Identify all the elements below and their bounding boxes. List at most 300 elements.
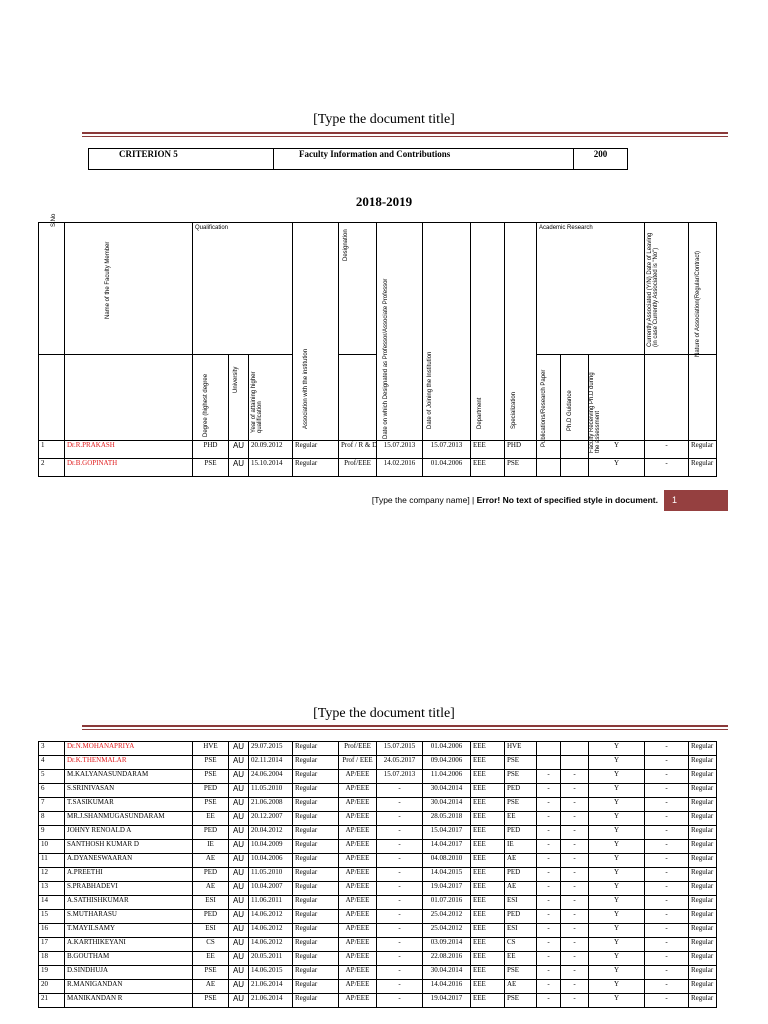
header-phd-receiving: Faculty Receiving Ph.D during the assessment — [589, 355, 645, 441]
cell-currently-associated: - — [645, 910, 689, 924]
cell-sno: 7 — [39, 798, 65, 812]
cell-department: EEE — [471, 910, 505, 924]
cell-designation: AP/EEE — [339, 994, 377, 1008]
cell-university: AU — [229, 742, 249, 756]
cell-degree: PED — [193, 784, 229, 798]
cell-nature: Regular — [689, 459, 717, 477]
cell-publications: - — [537, 938, 561, 952]
cell-department: EEE — [471, 980, 505, 994]
cell-date-designated: - — [377, 938, 423, 952]
table-row — [39, 459, 717, 477]
cell-designation: AP/EEE — [339, 896, 377, 910]
cell-degree: AE — [193, 882, 229, 896]
cell-publications: - — [537, 854, 561, 868]
cell-year: 10.04.2007 — [249, 882, 293, 896]
cell-year: 20.12.2007 — [249, 812, 293, 826]
table-row — [39, 868, 717, 882]
cell-date-joining: 28.05.2018 — [423, 812, 471, 826]
cell-designation: Prof / EEE — [339, 756, 377, 770]
cell-publications: - — [537, 952, 561, 966]
cell-specialization: PED — [505, 826, 537, 840]
cell-degree: PED — [193, 868, 229, 882]
cell-specialization: PSE — [505, 459, 537, 477]
cell-nature: Regular — [689, 441, 717, 459]
table-row — [39, 882, 717, 896]
cell-designation: AP/EEE — [339, 826, 377, 840]
header-currently-associated: Currently Associated (Y/N) Date of Leaving (in case Currently Associated is "No") — [645, 223, 689, 355]
cell-date-designated: - — [377, 840, 423, 854]
cell-specialization: AE — [505, 882, 537, 896]
cell-phd-receiving: Y — [589, 854, 645, 868]
cell-phd-guidance: - — [561, 798, 589, 812]
cell-nature: Regular — [689, 854, 717, 868]
cell-department: EEE — [471, 896, 505, 910]
header-degree: Degree (highest degree — [193, 355, 229, 441]
cell-nature: Regular — [689, 812, 717, 826]
cell-currently-associated: - — [645, 441, 689, 459]
cell-date-designated: - — [377, 910, 423, 924]
cell-publications: - — [537, 896, 561, 910]
cell-date-designated: - — [377, 980, 423, 994]
cell-currently-associated: - — [645, 980, 689, 994]
cell-nature: Regular — [689, 742, 717, 756]
cell-specialization: PSE — [505, 798, 537, 812]
cell-year: 15.10.2014 — [249, 459, 293, 477]
cell-department: EEE — [471, 854, 505, 868]
title-rule-thin-page2 — [82, 729, 728, 730]
cell-date-joining: 19.04.2017 — [423, 882, 471, 896]
cell-phd-receiving: Y — [589, 441, 645, 459]
cell-phd-guidance: - — [561, 994, 589, 1008]
cell-date-designated: 15.07.2013 — [377, 441, 423, 459]
cell-currently-associated: - — [645, 459, 689, 477]
cell-designation: AP/EEE — [339, 882, 377, 896]
cell-nature: Regular — [689, 910, 717, 924]
cell-date-designated: - — [377, 966, 423, 980]
cell-date-designated: - — [377, 784, 423, 798]
cell-university: AU — [229, 459, 249, 477]
cell-publications: - — [537, 770, 561, 784]
cell-currently-associated: - — [645, 966, 689, 980]
cell-phd-guidance: - — [561, 854, 589, 868]
cell-phd-receiving: Y — [589, 784, 645, 798]
cell-nature: Regular — [689, 798, 717, 812]
cell-date-designated: 24.05.2017 — [377, 756, 423, 770]
cell-year: 14.06.2015 — [249, 966, 293, 980]
cell-phd-receiving: Y — [589, 742, 645, 756]
cell-designation: AP/EEE — [339, 910, 377, 924]
cell-year: 21.06.2008 — [249, 798, 293, 812]
cell-name: Dr.B.GOPINATH — [65, 459, 193, 477]
cell-university: AU — [229, 966, 249, 980]
table-row — [39, 938, 717, 952]
cell-nature: Regular — [689, 868, 717, 882]
cell-association: Regular — [293, 910, 339, 924]
header-nature-association: Nature of Association(Regular/Contract) — [689, 223, 717, 355]
cell-currently-associated: - — [645, 868, 689, 882]
cell-date-joining: 25.04.2012 — [423, 910, 471, 924]
cell-date-designated: - — [377, 994, 423, 1008]
cell-association: Regular — [293, 924, 339, 938]
header-publications: Publications/Research Paper — [537, 355, 561, 441]
cell-name: T.MAYILSAMY — [65, 924, 193, 938]
cell-year: 20.09.2012 — [249, 441, 293, 459]
cell-year: 10.04.2006 — [249, 854, 293, 868]
header-university: University — [229, 355, 249, 441]
cell-university: AU — [229, 924, 249, 938]
cell-year: 02.11.2014 — [249, 756, 293, 770]
cell-degree: PSE — [193, 966, 229, 980]
table-row — [39, 784, 717, 798]
cell-specialization: PSE — [505, 994, 537, 1008]
cell-specialization: EE — [505, 812, 537, 826]
cell-university: AU — [229, 784, 249, 798]
cell-currently-associated: - — [645, 952, 689, 966]
cell-department: EEE — [471, 459, 505, 477]
cell-currently-associated: - — [645, 784, 689, 798]
header-phd-guidance: Ph.D Guidance — [561, 355, 589, 441]
cell-nature: Regular — [689, 882, 717, 896]
faculty-table-page1 — [38, 440, 717, 477]
cell-name: A.KARTHIKEYANI — [65, 938, 193, 952]
cell-date-joining: 19.04.2017 — [423, 994, 471, 1008]
cell-university: AU — [229, 840, 249, 854]
cell-name: A.PREETHI — [65, 868, 193, 882]
cell-degree: CS — [193, 938, 229, 952]
cell-degree: AE — [193, 854, 229, 868]
cell-phd-guidance: - — [561, 952, 589, 966]
cell-degree: ESI — [193, 896, 229, 910]
cell-phd-receiving: Y — [589, 966, 645, 980]
cell-year: 14.06.2012 — [249, 924, 293, 938]
table-row — [39, 770, 717, 784]
cell-university: AU — [229, 441, 249, 459]
cell-association: Regular — [293, 882, 339, 896]
cell-degree: PSE — [193, 756, 229, 770]
cell-publications: - — [537, 980, 561, 994]
cell-designation: AP/EEE — [339, 770, 377, 784]
cell-phd-guidance: - — [561, 840, 589, 854]
cell-department: EEE — [471, 952, 505, 966]
cell-currently-associated: - — [645, 840, 689, 854]
table-row — [39, 756, 717, 770]
cell-association: Regular — [293, 826, 339, 840]
cell-association: Regular — [293, 784, 339, 798]
cell-department: EEE — [471, 784, 505, 798]
cell-name: T.SASIKUMAR — [65, 798, 193, 812]
cell-association: Regular — [293, 840, 339, 854]
table-row — [39, 742, 717, 756]
table-row — [39, 966, 717, 980]
cell-association: Regular — [293, 812, 339, 826]
cell-designation: Prof/EEE — [339, 742, 377, 756]
cell-department: EEE — [471, 924, 505, 938]
cell-phd-guidance — [561, 742, 589, 756]
title-rule-page2 — [82, 725, 728, 727]
cell-sno: 13 — [39, 882, 65, 896]
cell-currently-associated: - — [645, 854, 689, 868]
faculty-table-page2 — [38, 741, 717, 1008]
cell-publications: - — [537, 784, 561, 798]
cell-association: Regular — [293, 854, 339, 868]
cell-specialization: PSE — [505, 756, 537, 770]
table-row — [39, 826, 717, 840]
cell-phd-receiving: Y — [589, 980, 645, 994]
cell-currently-associated: - — [645, 938, 689, 952]
cell-association: Regular — [293, 952, 339, 966]
cell-currently-associated: - — [645, 756, 689, 770]
cell-name: MANIKANDAN R — [65, 994, 193, 1008]
cell-university: AU — [229, 910, 249, 924]
cell-designation: AP/EEE — [339, 854, 377, 868]
document-title-page2: [Type the document title] — [313, 706, 455, 721]
cell-degree: PSE — [193, 770, 229, 784]
cell-nature: Regular — [689, 966, 717, 980]
table-row — [39, 840, 717, 854]
cell-nature: Regular — [689, 756, 717, 770]
criterion-score: 200 — [574, 149, 628, 170]
cell-department: EEE — [471, 966, 505, 980]
title-rule — [82, 132, 728, 134]
cell-publications — [537, 742, 561, 756]
cell-currently-associated: - — [645, 812, 689, 826]
cell-designation: AP/EEE — [339, 938, 377, 952]
cell-name: SANTHOSH KUMAR D — [65, 840, 193, 854]
cell-currently-associated: - — [645, 770, 689, 784]
cell-university: AU — [229, 994, 249, 1008]
cell-phd-guidance: - — [561, 868, 589, 882]
cell-name: D.SINDHUJA — [65, 966, 193, 980]
header-sno: S.No — [39, 223, 65, 355]
cell-phd-guidance: - — [561, 938, 589, 952]
cell-association: Regular — [293, 938, 339, 952]
cell-specialization: CS — [505, 938, 537, 952]
table-row — [39, 441, 717, 459]
cell-sno: 10 — [39, 840, 65, 854]
cell-association: Regular — [293, 441, 339, 459]
cell-specialization: AE — [505, 980, 537, 994]
cell-phd-receiving: Y — [589, 938, 645, 952]
cell-phd-receiving: Y — [589, 812, 645, 826]
cell-date-designated: - — [377, 798, 423, 812]
cell-sno: 21 — [39, 994, 65, 1008]
cell-association: Regular — [293, 966, 339, 980]
cell-year: 24.06.2004 — [249, 770, 293, 784]
cell-nature: Regular — [689, 952, 717, 966]
cell-department: EEE — [471, 868, 505, 882]
cell-date-designated: - — [377, 882, 423, 896]
cell-degree: PSE — [193, 798, 229, 812]
cell-degree: AE — [193, 980, 229, 994]
cell-phd-guidance: - — [561, 910, 589, 924]
cell-currently-associated: - — [645, 994, 689, 1008]
cell-phd-receiving: Y — [589, 826, 645, 840]
cell-name: S.PRABHADEVI — [65, 882, 193, 896]
header-name: Name of the Faculty Member — [65, 223, 193, 355]
cell-name: JOHNY RENOALD A — [65, 826, 193, 840]
cell-designation: AP/EEE — [339, 924, 377, 938]
cell-phd-guidance: - — [561, 896, 589, 910]
cell-specialization: PED — [505, 910, 537, 924]
cell-phd-guidance: - — [561, 826, 589, 840]
cell-phd-guidance: - — [561, 770, 589, 784]
cell-date-designated: 14.02.2016 — [377, 459, 423, 477]
cell-name: R.MANIGANDAN — [65, 980, 193, 994]
cell-year: 11.05.2010 — [249, 868, 293, 882]
cell-specialization: PSE — [505, 770, 537, 784]
cell-publications: - — [537, 840, 561, 854]
cell-name: S.MUTHARASU — [65, 910, 193, 924]
table-row — [39, 994, 717, 1008]
cell-date-joining: 30.04.2014 — [423, 784, 471, 798]
cell-sno: 11 — [39, 854, 65, 868]
cell-currently-associated: - — [645, 924, 689, 938]
cell-nature: Regular — [689, 980, 717, 994]
cell-designation: AP/EEE — [339, 980, 377, 994]
cell-sno: 5 — [39, 770, 65, 784]
cell-association: Regular — [293, 868, 339, 882]
cell-sno: 4 — [39, 756, 65, 770]
cell-publications: - — [537, 868, 561, 882]
table-row — [39, 854, 717, 868]
cell-university: AU — [229, 826, 249, 840]
header-academic-research: Academic Research — [537, 223, 645, 355]
cell-degree: PED — [193, 910, 229, 924]
cell-specialization: ESI — [505, 924, 537, 938]
cell-nature: Regular — [689, 938, 717, 952]
cell-degree: PSE — [193, 459, 229, 477]
cell-sno: 3 — [39, 742, 65, 756]
cell-nature: Regular — [689, 826, 717, 840]
cell-publications — [537, 441, 561, 459]
cell-phd-guidance: - — [561, 966, 589, 980]
cell-date-designated: 15.07.2015 — [377, 742, 423, 756]
cell-designation: AP/EEE — [339, 952, 377, 966]
cell-date-designated: - — [377, 896, 423, 910]
cell-degree: PED — [193, 826, 229, 840]
cell-department: EEE — [471, 798, 505, 812]
header-designation: Designation — [339, 223, 377, 355]
cell-phd-receiving: Y — [589, 868, 645, 882]
cell-name: MR.J.SHANMUGASUNDARAM — [65, 812, 193, 826]
cell-publications: - — [537, 826, 561, 840]
cell-year: 11.06.2011 — [249, 896, 293, 910]
cell-phd-guidance: - — [561, 924, 589, 938]
cell-university: AU — [229, 812, 249, 826]
cell-date-joining: 01.04.2006 — [423, 742, 471, 756]
cell-date-designated: - — [377, 952, 423, 966]
cell-designation: Prof/EEE — [339, 459, 377, 477]
cell-name: Dr.R.PRAKASH — [65, 441, 193, 459]
cell-association: Regular — [293, 756, 339, 770]
cell-publications: - — [537, 798, 561, 812]
cell-publications: - — [537, 966, 561, 980]
cell-sno: 18 — [39, 952, 65, 966]
cell-specialization: HVE — [505, 742, 537, 756]
cell-phd-receiving: Y — [589, 896, 645, 910]
cell-date-joining: 09.04.2006 — [423, 756, 471, 770]
cell-nature: Regular — [689, 994, 717, 1008]
cell-publications: - — [537, 882, 561, 896]
cell-university: AU — [229, 854, 249, 868]
cell-date-joining: 15.04.2017 — [423, 826, 471, 840]
cell-year: 14.06.2012 — [249, 938, 293, 952]
cell-name: B.GOUTHAM — [65, 952, 193, 966]
cell-phd-receiving: Y — [589, 840, 645, 854]
cell-publications: - — [537, 910, 561, 924]
cell-name: M.KALYANASUNDARAM — [65, 770, 193, 784]
title-rule-thin — [82, 136, 728, 137]
cell-specialization: PED — [505, 784, 537, 798]
cell-name: Dr.N.MOHANAPRIYA — [65, 742, 193, 756]
cell-nature: Regular — [689, 784, 717, 798]
cell-date-joining: 01.07.2016 — [423, 896, 471, 910]
table-row — [39, 924, 717, 938]
cell-date-joining: 14.04.2017 — [423, 840, 471, 854]
cell-degree: IE — [193, 840, 229, 854]
page-number: 1 — [664, 490, 728, 511]
cell-association: Regular — [293, 742, 339, 756]
cell-year: 11.05.2010 — [249, 784, 293, 798]
document-title: [Type the document title] — [313, 112, 455, 127]
cell-publications: - — [537, 924, 561, 938]
header-qualification: Qualification — [193, 223, 293, 355]
cell-department: EEE — [471, 812, 505, 826]
table-row — [39, 812, 717, 826]
cell-association: Regular — [293, 459, 339, 477]
cell-specialization: AE — [505, 854, 537, 868]
cell-date-joining: 03.09.2014 — [423, 938, 471, 952]
cell-nature: Regular — [689, 924, 717, 938]
cell-association: Regular — [293, 994, 339, 1008]
header-date-joining: Date of Joining the Institution — [423, 223, 471, 441]
cell-phd-guidance — [561, 756, 589, 770]
cell-association: Regular — [293, 798, 339, 812]
academic-year: 2018-2019 — [355, 194, 413, 209]
cell-date-joining: 01.04.2006 — [423, 459, 471, 477]
cell-university: AU — [229, 938, 249, 952]
cell-date-joining: 25.04.2012 — [423, 924, 471, 938]
cell-publications: - — [537, 812, 561, 826]
cell-department: EEE — [471, 756, 505, 770]
criterion-title: Faculty Information and Contributions — [274, 149, 574, 170]
cell-phd-guidance: - — [561, 784, 589, 798]
table-row — [39, 980, 717, 994]
cell-sno: 17 — [39, 938, 65, 952]
cell-degree: HVE — [193, 742, 229, 756]
cell-nature: Regular — [689, 840, 717, 854]
table-row — [39, 798, 717, 812]
cell-association: Regular — [293, 770, 339, 784]
cell-nature: Regular — [689, 770, 717, 784]
cell-date-joining: 30.04.2014 — [423, 798, 471, 812]
cell-sno: 8 — [39, 812, 65, 826]
cell-phd-receiving: Y — [589, 459, 645, 477]
cell-currently-associated: - — [645, 896, 689, 910]
header-year-attaining: Year of attaining higher qualification — [249, 355, 293, 441]
cell-date-designated: - — [377, 812, 423, 826]
cell-year: 14.06.2012 — [249, 910, 293, 924]
cell-designation: AP/EEE — [339, 966, 377, 980]
cell-specialization: PHD — [505, 441, 537, 459]
cell-sno: 19 — [39, 966, 65, 980]
cell-nature: Regular — [689, 896, 717, 910]
cell-phd-receiving: Y — [589, 924, 645, 938]
cell-sno: 6 — [39, 784, 65, 798]
cell-currently-associated: - — [645, 882, 689, 896]
cell-year: 21.06.2014 — [249, 980, 293, 994]
cell-sno: 15 — [39, 910, 65, 924]
